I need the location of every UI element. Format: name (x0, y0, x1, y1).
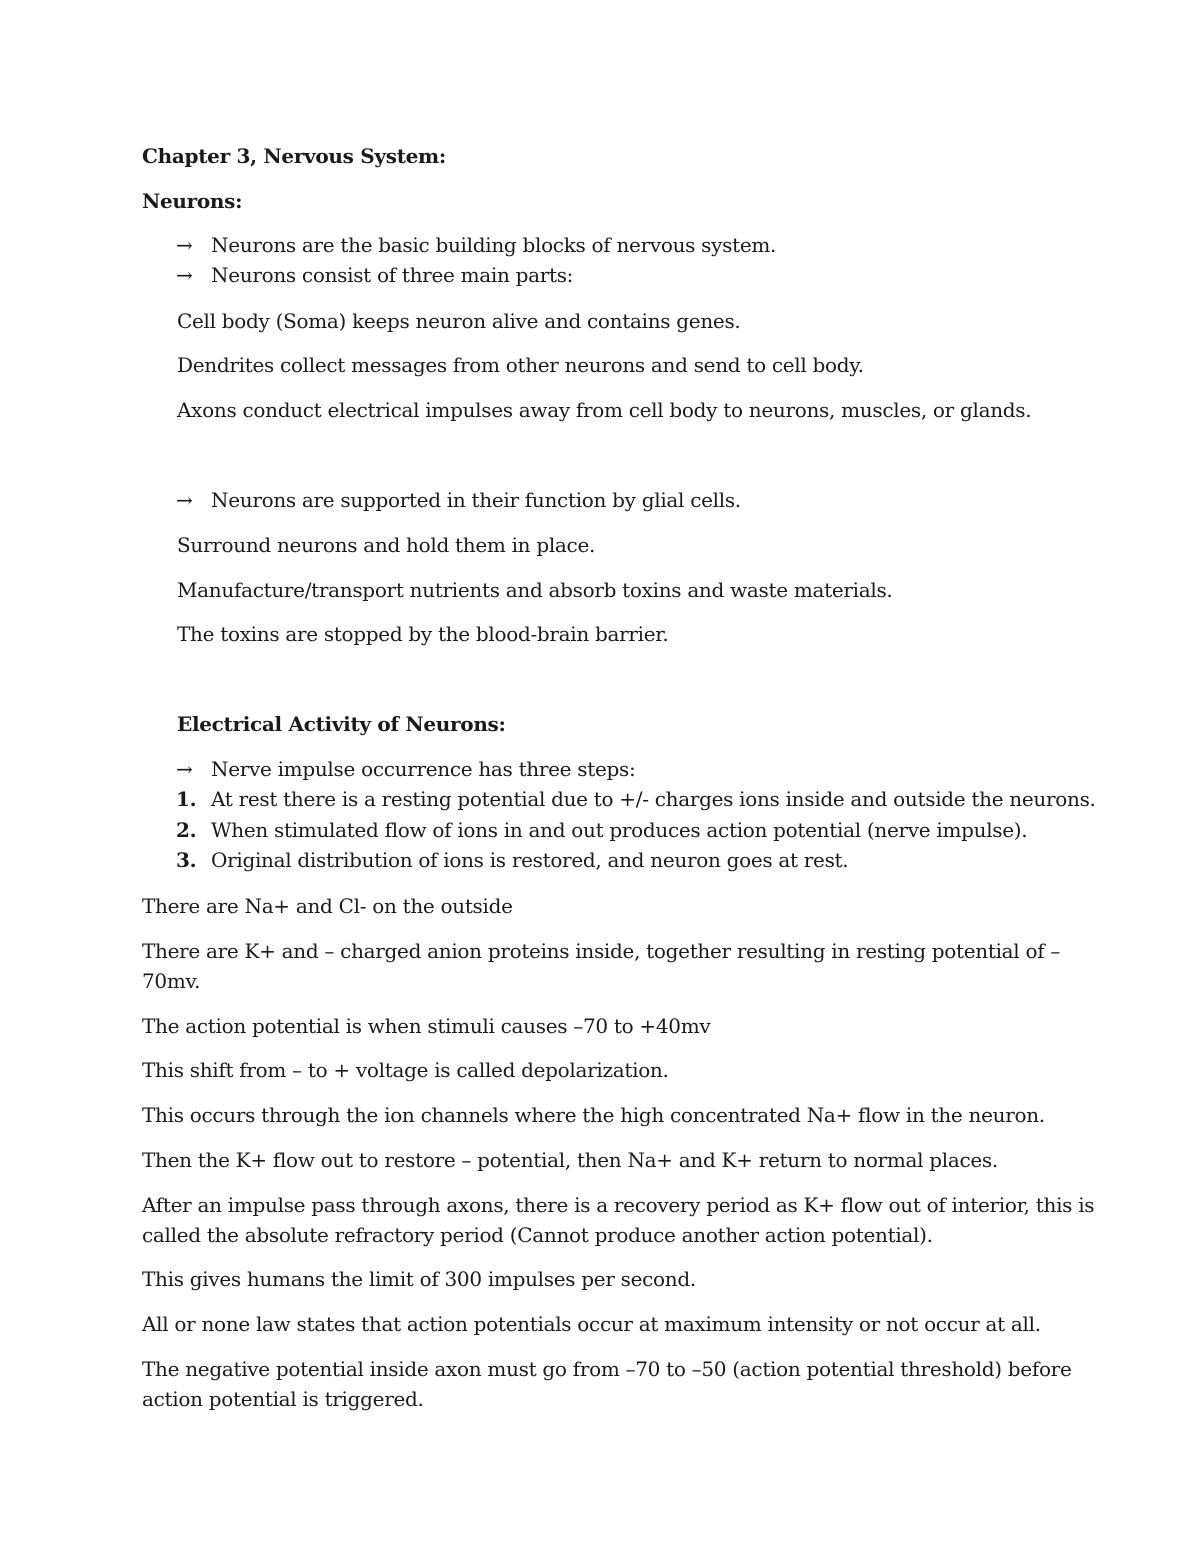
part-dendrites: Dendrites collect messages from other neurons and send to cell body. (177, 353, 864, 377)
arrow-icon: → (176, 233, 193, 257)
paragraph-continued: called the absolute refractory period (Cannot produce another action potential). (142, 1223, 933, 1247)
step-number: 3. (176, 848, 197, 872)
glial-bullet: Neurons are supported in their function by glial cells. (211, 488, 741, 512)
arrow-icon: → (176, 263, 193, 287)
bullet-text: Neurons are the basic building blocks of nervous system. (211, 233, 777, 257)
paragraph: After an impulse pass through axons, there is a recovery period as K+ flow out of interior, this is (142, 1193, 1095, 1217)
paragraph: This occurs through the ion channels where the high concentrated Na+ flow in the neuron. (142, 1103, 1045, 1127)
paragraph-continued: action potential is triggered. (142, 1387, 424, 1411)
electrical-heading: Electrical Activity of Neurons: (177, 712, 506, 736)
paragraph: There are Na+ and Cl- on the outside (142, 894, 513, 918)
part-cell-body: Cell body (Soma) keeps neuron alive and contains genes. (177, 309, 741, 333)
steps-intro: Nerve impulse occurrence has three steps: (211, 757, 636, 781)
step-number: 1. (176, 787, 197, 811)
paragraph: This gives humans the limit of 300 impulses per second. (142, 1267, 696, 1291)
neurons-heading: Neurons: (142, 189, 243, 213)
paragraph: The action potential is when stimuli causes –70 to +40mv (142, 1014, 711, 1038)
paragraph-continued: 70mv. (142, 969, 201, 993)
step-text: When stimulated flow of ions in and out produces action potential (nerve impulse). (211, 818, 1028, 842)
paragraph: This shift from – to + voltage is called depolarization. (142, 1058, 669, 1082)
paragraph: The negative potential inside axon must go from –70 to –50 (action potential threshold) before (142, 1357, 1072, 1381)
chapter-title: Chapter 3, Nervous System: (142, 144, 447, 168)
part-axons: Axons conduct electrical impulses away from cell body to neurons, muscles, or glands. (177, 398, 1032, 422)
glial-point: Surround neurons and hold them in place. (177, 533, 596, 557)
glial-point: The toxins are stopped by the blood-brain barrier. (177, 622, 669, 646)
paragraph: There are K+ and – charged anion proteins inside, together resulting in resting potential of – (142, 939, 1061, 963)
step-number: 2. (176, 818, 197, 842)
step-text: Original distribution of ions is restored, and neuron goes at rest. (211, 848, 849, 872)
glial-point: Manufacture/transport nutrients and absorb toxins and waste materials. (177, 578, 893, 602)
step-text: At rest there is a resting potential due to +/- charges ions inside and outside the neurons. (211, 787, 1096, 811)
paragraph: All or none law states that action potentials occur at maximum intensity or not occur at all. (142, 1312, 1041, 1336)
bullet-text: Neurons consist of three main parts: (211, 263, 574, 287)
paragraph: Then the K+ flow out to restore – potential, then Na+ and K+ return to normal places. (142, 1148, 998, 1172)
arrow-icon: → (176, 488, 193, 512)
arrow-icon: → (176, 757, 193, 781)
